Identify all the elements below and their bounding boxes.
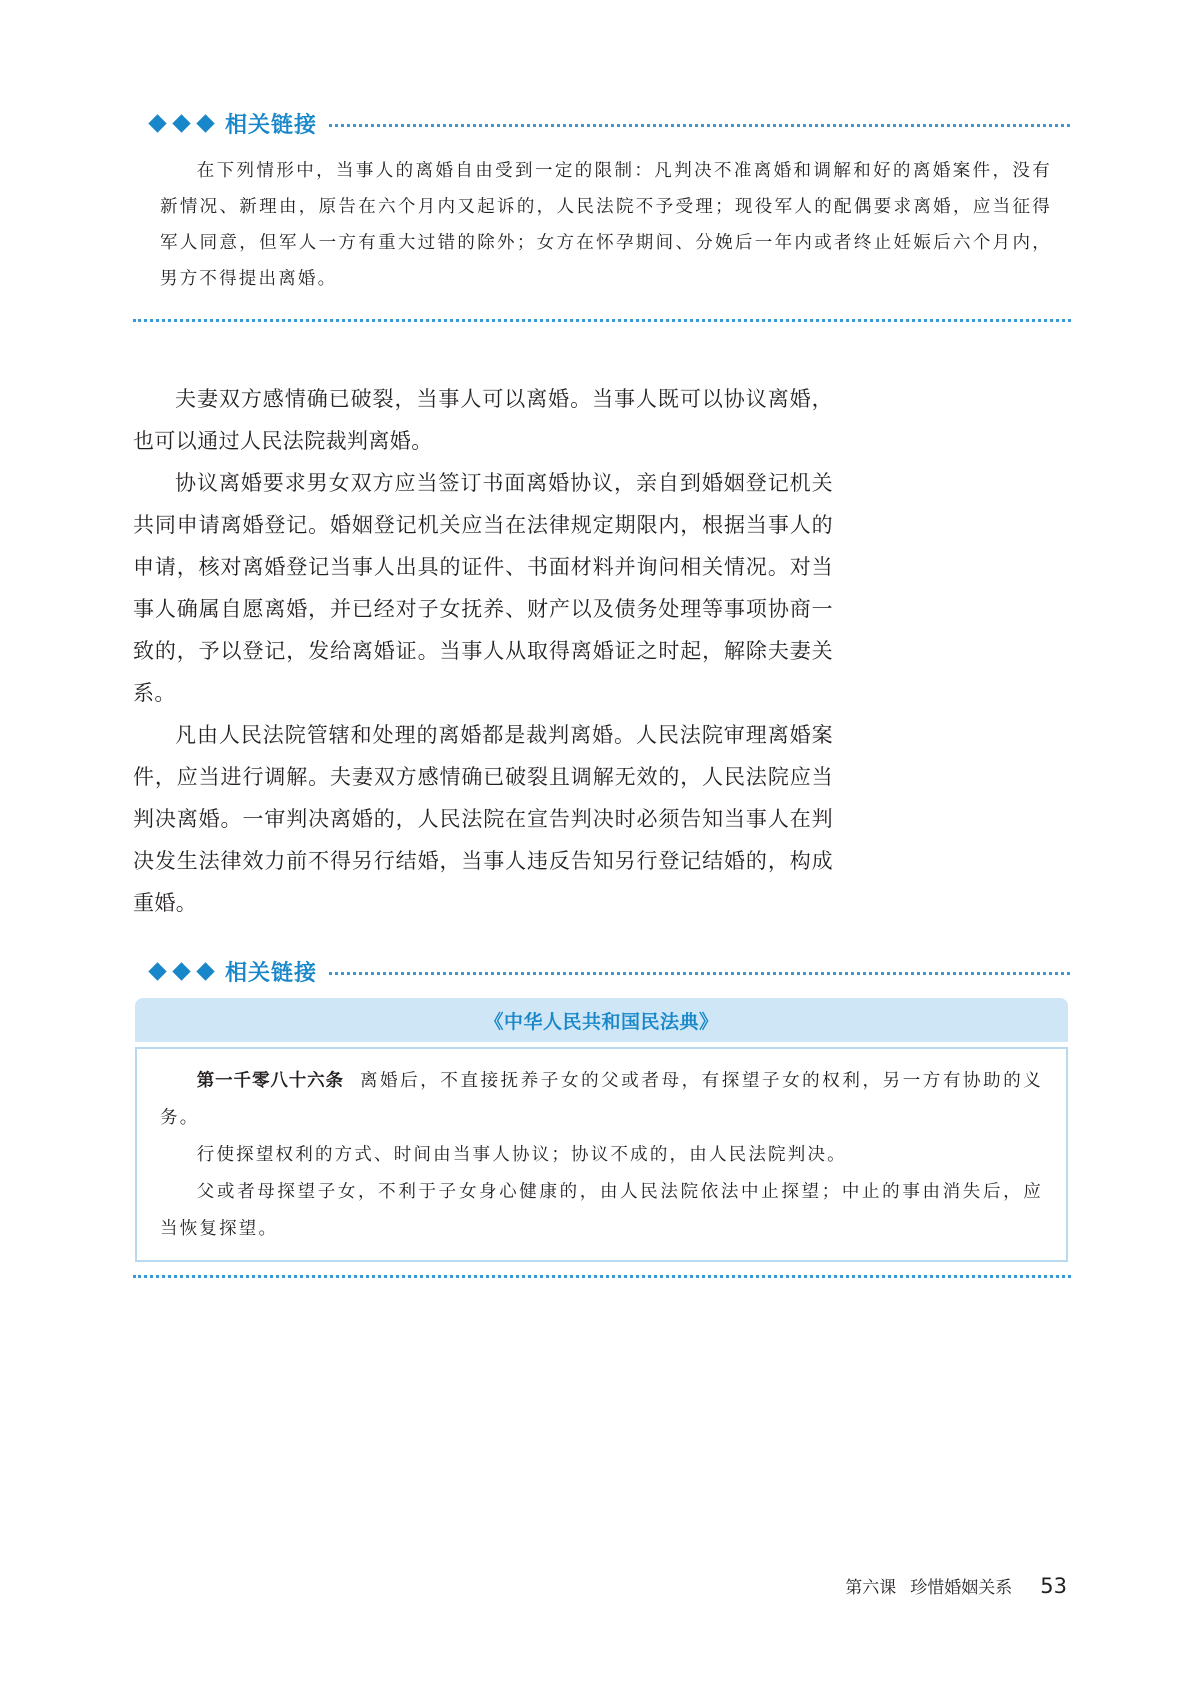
related-link-content-1 bbox=[160, 153, 1052, 297]
related-link-paragraph: 在下列情形中，当事人的离婚自由受到一定的限制：凡判决不准离婚和调解和好的离婚案件，没有新情况、新理由，原告在六个月内又起诉的，人民法院不予受理；现役军人的配偶要求离婚，应当征得军人同意，但军人一方有重大过错的除外；女方在怀孕期间、分娩后一年内或者终止妊娠后六个月内，男方不得提出离婚。 bbox=[160, 161, 1052, 289]
dotted-divider-bottom-2 bbox=[133, 1275, 1071, 1278]
diamond-icon bbox=[196, 114, 214, 132]
body-paragraph-1: 夫妻双方感情确已破裂，当事人可以离婚。当事人既可以协议离婚，也可以通过人民法院裁判离婚。 bbox=[133, 387, 833, 453]
article-number: 第一千零八十六条 bbox=[196, 1071, 344, 1091]
dotted-divider bbox=[329, 972, 1070, 975]
related-link-header-2 bbox=[148, 956, 1070, 986]
main-body bbox=[133, 378, 833, 924]
article-paragraph-2: 行使探望权利的方式、时间由当事人协议；协议不成的，由人民法院判决。 bbox=[196, 1145, 847, 1165]
article-paragraph-1 bbox=[160, 1063, 1043, 1137]
article-text: 离婚后，不直接抚养子女的父或者母，有探望子女的权利，另一方有协助的义务。 bbox=[160, 1071, 1043, 1128]
civil-code-title-bar bbox=[135, 998, 1068, 1042]
diamond-icons bbox=[148, 965, 215, 978]
diamond-icons bbox=[148, 117, 215, 130]
diamond-icon bbox=[172, 962, 190, 980]
civil-code-title: 《中华人民共和国民法典》 bbox=[484, 1010, 719, 1033]
footer-lesson: 第六课 bbox=[845, 1578, 897, 1598]
page-number: 53 bbox=[1040, 1574, 1067, 1598]
dotted-divider bbox=[329, 124, 1070, 127]
page-footer bbox=[845, 1573, 1067, 1598]
diamond-icon bbox=[148, 962, 166, 980]
article-paragraph-3: 父或者母探望子女，不利于子女身心健康的，由人民法院依法中止探望；中止的事由消失后，应当恢复探望。 bbox=[160, 1182, 1043, 1239]
civil-code-box bbox=[135, 998, 1068, 1262]
related-link-title: 相关链接 bbox=[225, 112, 318, 138]
body-paragraph-3: 凡由人民法院管辖和处理的离婚都是裁判离婚。人民法院审理离婚案件，应当进行调解。夫妻双方感情确已破裂且调解无效的，人民法院应当判决离婚。一审判决离婚的，人民法院在宣告判决时必须告知当事人在判决发生法律效力前不得另行结婚，当事人违反告知另行登记结婚的，构成重婚。 bbox=[133, 723, 833, 915]
dotted-divider-bottom-1 bbox=[133, 319, 1071, 322]
body-paragraph-2: 协议离婚要求男女双方应当签订书面离婚协议，亲自到婚姻登记机关共同申请离婚登记。婚姻登记机关应当在法律规定期限内，根据当事人的申请，核对离婚登记当事人出具的证件、书面材料并询问相关情况。对当事人确属自愿离婚，并已经对子女抚养、财产以及债务处理等事项协商一致的，予以登记，发给离婚证。当事人从取得离婚证之时起，解除夫妻关系。 bbox=[133, 471, 833, 705]
civil-code-body bbox=[135, 1047, 1068, 1262]
diamond-icon bbox=[148, 114, 166, 132]
related-link-header-1 bbox=[148, 108, 1070, 138]
diamond-icon bbox=[172, 114, 190, 132]
footer-lesson-title: 珍惜婚姻关系 bbox=[910, 1578, 1013, 1598]
diamond-icon bbox=[196, 962, 214, 980]
related-link-title: 相关链接 bbox=[225, 960, 318, 986]
